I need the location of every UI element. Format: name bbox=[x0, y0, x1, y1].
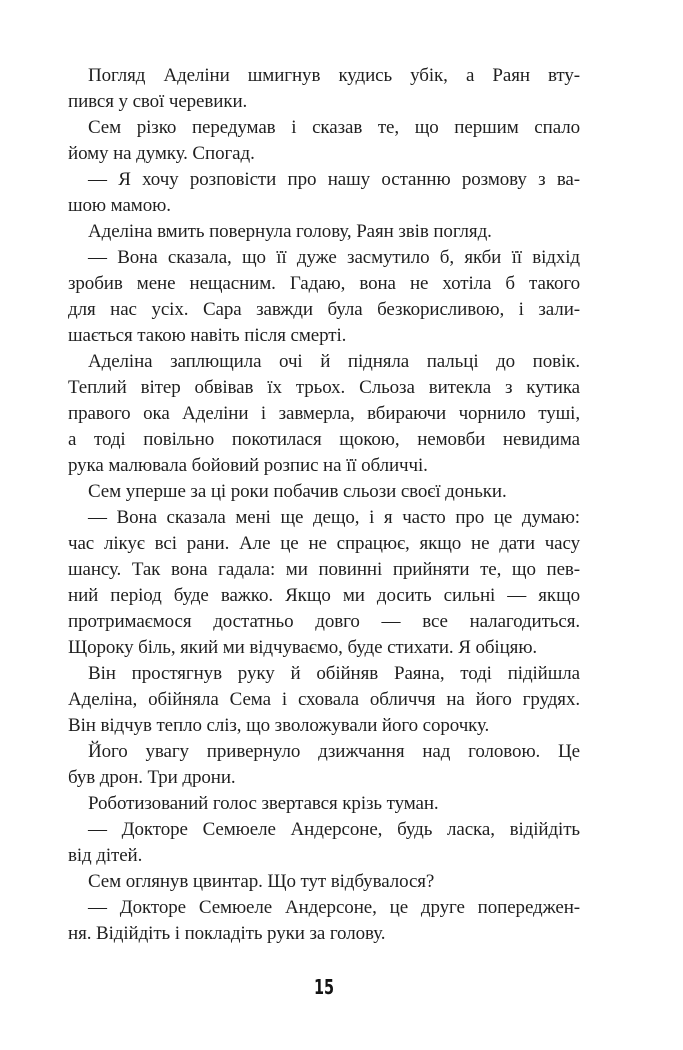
text-column bbox=[68, 63, 580, 947]
text-line: шансу. Так вона гадала: ми повинні прийняти те, що пев- bbox=[68, 559, 580, 580]
paragraph bbox=[68, 115, 580, 167]
text-line: правого ока Аделіни і завмерла, вбираючи чорнило туші, bbox=[68, 403, 580, 424]
text-line: — Вона сказала, що її дуже засмутило б, якби її відхід bbox=[88, 247, 580, 268]
text-line: — Я хочу розповісти про нашу останню розмову з ва- bbox=[88, 169, 580, 190]
text-line: рука малювала бойовий розпис на її обличчі. bbox=[68, 455, 428, 476]
text-line: Щороку біль, який ми відчуваємо, буде стихати. Я обіцяю. bbox=[68, 637, 538, 658]
paragraph bbox=[68, 869, 580, 895]
text-line: Він відчув тепло сліз, що зволожували його сорочку. bbox=[68, 715, 490, 736]
text-line: Аделіна заплющила очі й підняла пальці до повік. bbox=[88, 351, 580, 372]
paragraph bbox=[68, 63, 580, 115]
text-line: шою мамою. bbox=[68, 195, 171, 216]
text-line: зробив мене нещасним. Гадаю, вона не хотіла б такого bbox=[68, 273, 580, 294]
paragraph bbox=[68, 505, 580, 661]
text-line: йому на думку. Спогад. bbox=[68, 143, 255, 164]
text-line: час лікує всі рани. Але це не спрацює, якщо не дати часу bbox=[68, 533, 580, 554]
paragraph bbox=[68, 661, 580, 739]
text-line: був дрон. Три дрони. bbox=[68, 767, 236, 788]
text-line: Сем різко передумав і сказав те, що першим спало bbox=[88, 117, 580, 138]
text-line: Погляд Аделіни шмигнув кудись убік, а Раян вту- bbox=[88, 65, 580, 86]
text-line: протримаємося достатньо довго — все налагодиться. bbox=[68, 611, 580, 632]
paragraph bbox=[68, 245, 580, 349]
text-line: Сем оглянув цвинтар. Що тут відбувалося? bbox=[88, 871, 435, 892]
text-line: пився у свої черевики. bbox=[68, 91, 248, 112]
text-line: Він простягнув руку й обійняв Раяна, тоді підійшла bbox=[88, 663, 580, 684]
text-line: для нас усіх. Сара завжди була безкорисливою, і зали- bbox=[68, 299, 580, 320]
paragraph bbox=[68, 739, 580, 791]
paragraph bbox=[68, 791, 580, 817]
paragraph bbox=[68, 219, 580, 245]
text-line: Аделіна, обійняла Сема і сховала обличчя на його грудях. bbox=[68, 689, 580, 710]
text-line: — Докторе Семюеле Андерсоне, це друге попереджен- bbox=[88, 897, 580, 918]
text-line: від дітей. bbox=[68, 845, 143, 866]
text-line: — Вона сказала мені ще дещо, і я часто про це думаю: bbox=[88, 507, 580, 528]
text-line: а тоді повільно покотилася щокою, немовби невидима bbox=[68, 429, 580, 450]
page-number: 15 bbox=[313, 975, 335, 999]
text-line: — Докторе Семюеле Андерсоне, будь ласка, відійдіть bbox=[88, 819, 580, 840]
text-line: Роботизований голос звертався крізь туман. bbox=[88, 793, 439, 814]
paragraph bbox=[68, 895, 580, 947]
text-line: Теплий вітер обвівав їх трьох. Сльоза витекла з кутика bbox=[68, 377, 580, 398]
text-line: Аделіна вмить повернула голову, Раян звів погляд. bbox=[88, 221, 492, 242]
paragraph bbox=[68, 479, 580, 505]
text-line: ня. Відійдіть і покладіть руки за голову. bbox=[68, 923, 386, 944]
text-line: Його увагу привернуло дзижчання над головою. Це bbox=[88, 741, 580, 762]
text-line: Сем уперше за ці роки побачив сльози своєї доньки. bbox=[88, 481, 507, 502]
text-line: шається такою навіть після смерті. bbox=[68, 325, 347, 346]
paragraph bbox=[68, 167, 580, 219]
paragraph bbox=[68, 349, 580, 479]
paragraph bbox=[68, 817, 580, 869]
text-line: ний період буде важко. Якщо ми досить сильні — якщо bbox=[68, 585, 580, 606]
